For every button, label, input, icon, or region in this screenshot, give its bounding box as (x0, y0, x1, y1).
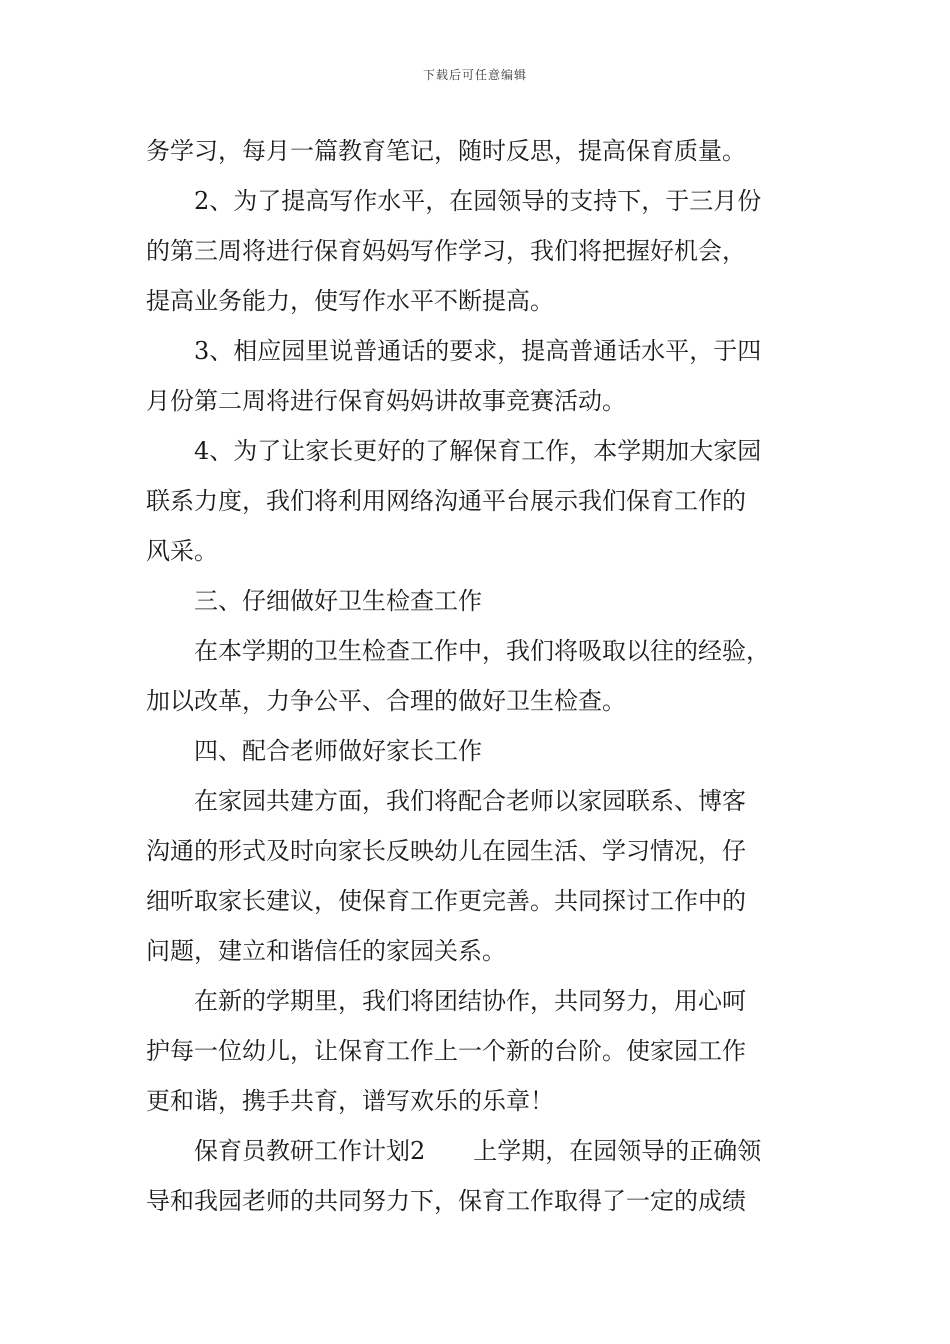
text-line: 加以改革，力争公平、合理的做好卫生检查。 (146, 687, 626, 715)
section-heading: 四、配合老师做好家长工作 (146, 737, 482, 765)
text-line: 提高业务能力，使写作水平不断提高。 (146, 287, 554, 315)
text-line: 问题，建立和谐信任的家园关系。 (146, 937, 506, 965)
text-line: 联系力度，我们将利用网络沟通平台展示我们保育工作的 (146, 487, 746, 515)
text-line: 的第三周将进行保育妈妈写作学习，我们将把握好机会， (146, 237, 746, 265)
text-line: 细听取家长建议，使保育工作更完善。共同探讨工作中的 (146, 887, 746, 915)
text-line: 导和我园老师的共同努力下，保育工作取得了一定的成绩 (146, 1187, 746, 1215)
text-line: 3、相应园里说普通话的要求，提高普通话水平，于四 (146, 337, 762, 365)
text-line: 2、为了提高写作水平，在园领导的支持下，于三月份 (146, 187, 762, 215)
text-line: 4、为了让家长更好的了解保育工作，本学期加大家园 (146, 437, 762, 465)
section-heading: 三、仔细做好卫生检查工作 (146, 587, 482, 615)
page-header: 下载后可任意编辑 (422, 68, 527, 82)
text-line: 风采。 (146, 537, 218, 565)
text-line: 在家园共建方面，我们将配合老师以家园联系、博客 (146, 787, 746, 815)
text-line: 在新的学期里，我们将团结协作，共同努力，用心呵 (146, 987, 746, 1015)
text-line: 护每一位幼儿，让保育工作上一个新的台阶。使家园工作 (146, 1037, 746, 1065)
text-line: 保育员教研工作计划2 上学期，在园领导的正确领 (146, 1137, 762, 1165)
text-line: 更和谐，携手共育，谱写欢乐的乐章！ (146, 1087, 554, 1115)
text-line: 务学习，每月一篇教育笔记，随时反思，提高保育质量。 (146, 137, 746, 165)
document-body (146, 126, 826, 1226)
text-line: 在本学期的卫生检查工作中，我们将吸取以往的经验， (146, 637, 770, 665)
text-line: 月份第二周将进行保育妈妈讲故事竞赛活动。 (146, 387, 626, 415)
text-line: 沟通的形式及时向家长反映幼儿在园生活、学习情况，仔 (146, 837, 746, 865)
